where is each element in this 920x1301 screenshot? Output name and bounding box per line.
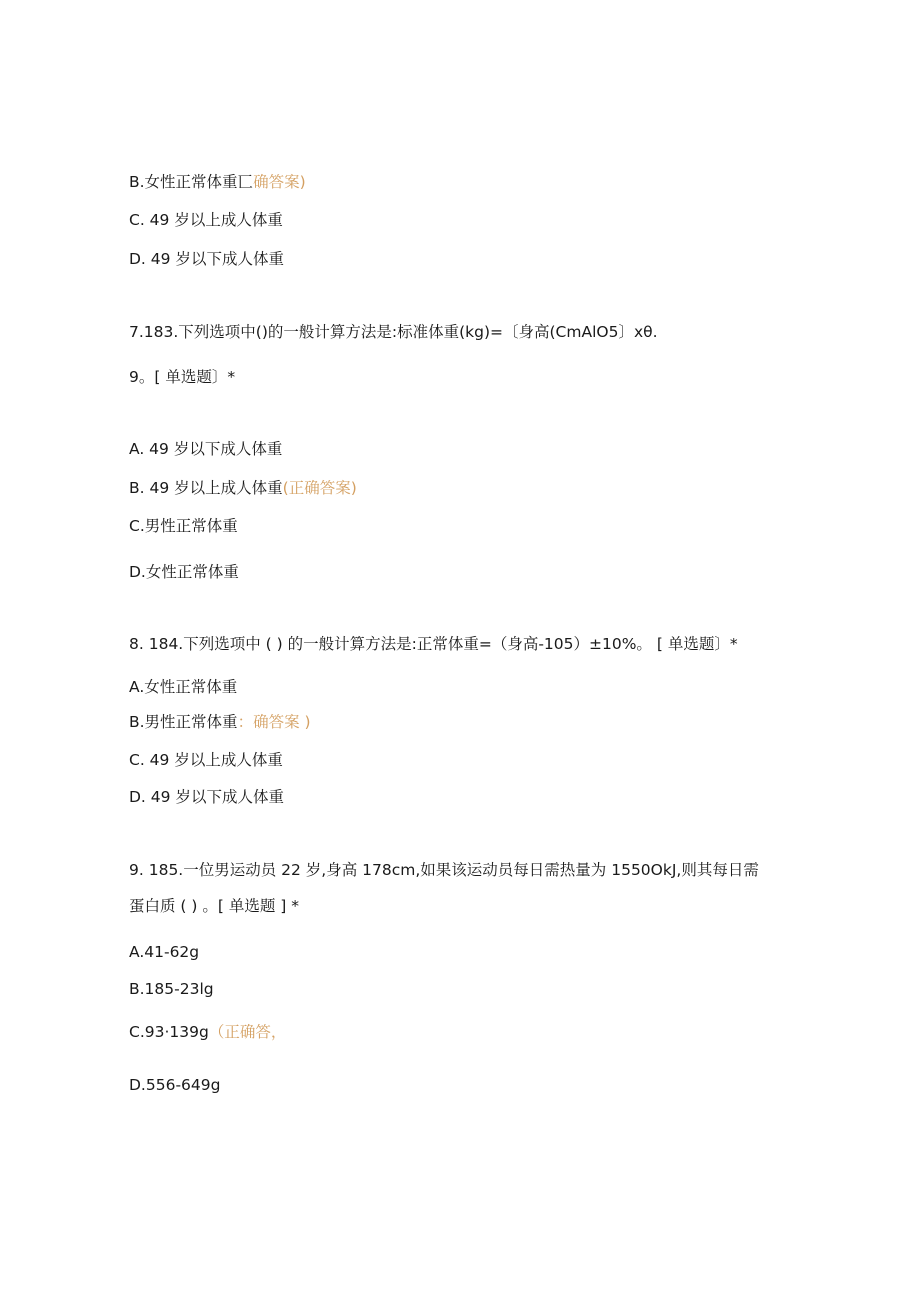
q8-option-d[interactable]: D. 49 岁以下成人体重 <box>129 788 284 806</box>
q8-option-b[interactable] <box>129 712 311 732</box>
q7-option-b[interactable] <box>129 478 357 498</box>
q9-question-line1: 9. 185.一位男运动员 22 岁,身高 178cm,如果该运动员每日需热量为 1550OkJ,则其每日需 <box>129 861 759 879</box>
q8-option-a[interactable]: A.女性正常体重 <box>129 678 238 696</box>
q7-option-c[interactable]: C.男性正常体重 <box>129 517 238 535</box>
q7-option-b-text: B. 49 岁以上成人体重 <box>129 479 283 497</box>
q6-option-b[interactable] <box>129 172 306 192</box>
q9-option-c-answer-mark: （正确答， <box>208 1023 287 1041</box>
q8-question: 8. 184.下列选项中 ( ) 的一般计算方法是:正常体重=（身高-105）±10%。 [ 单选题〕* <box>129 635 738 653</box>
q9-option-b[interactable]: B.185-23lg <box>129 980 214 998</box>
q6-option-d[interactable]: D. 49 岁以下成人体重 <box>129 250 284 268</box>
q6-option-b-answer-mark: 确答案) <box>253 173 306 191</box>
q9-option-d[interactable]: D.556-649g <box>129 1076 221 1094</box>
q7-option-b-answer-mark: (正确答案) <box>282 479 357 497</box>
q6-option-b-text: B.女性正常体重匸 <box>129 173 254 191</box>
q7-option-a[interactable]: A. 49 岁以下成人体重 <box>129 440 283 458</box>
q8-option-b-text: B.男性正常体重 <box>129 713 238 731</box>
q6-option-c[interactable]: C. 49 岁以上成人体重 <box>129 211 283 229</box>
q8-option-c[interactable]: C. 49 岁以上成人体重 <box>129 751 283 769</box>
q8-option-b-answer-mark: ：确答案 ) <box>237 713 311 731</box>
q9-option-a[interactable]: A.41-62g <box>129 943 200 961</box>
q7-question-line1: 7.183.下列选项中()的一般计算方法是:标准体重(kg)=〔身高(CmAlO5〕xθ. <box>129 323 658 341</box>
q7-question-line2: 9。[ 单选题〕* <box>129 368 236 386</box>
q9-question-line2: 蛋白质 ( ) 。[ 单选题 ] * <box>129 897 300 915</box>
q9-option-c-text: C.93·139g <box>129 1023 209 1041</box>
q7-option-d[interactable]: D.女性正常体重 <box>129 563 239 581</box>
q9-option-c[interactable] <box>129 1022 286 1042</box>
